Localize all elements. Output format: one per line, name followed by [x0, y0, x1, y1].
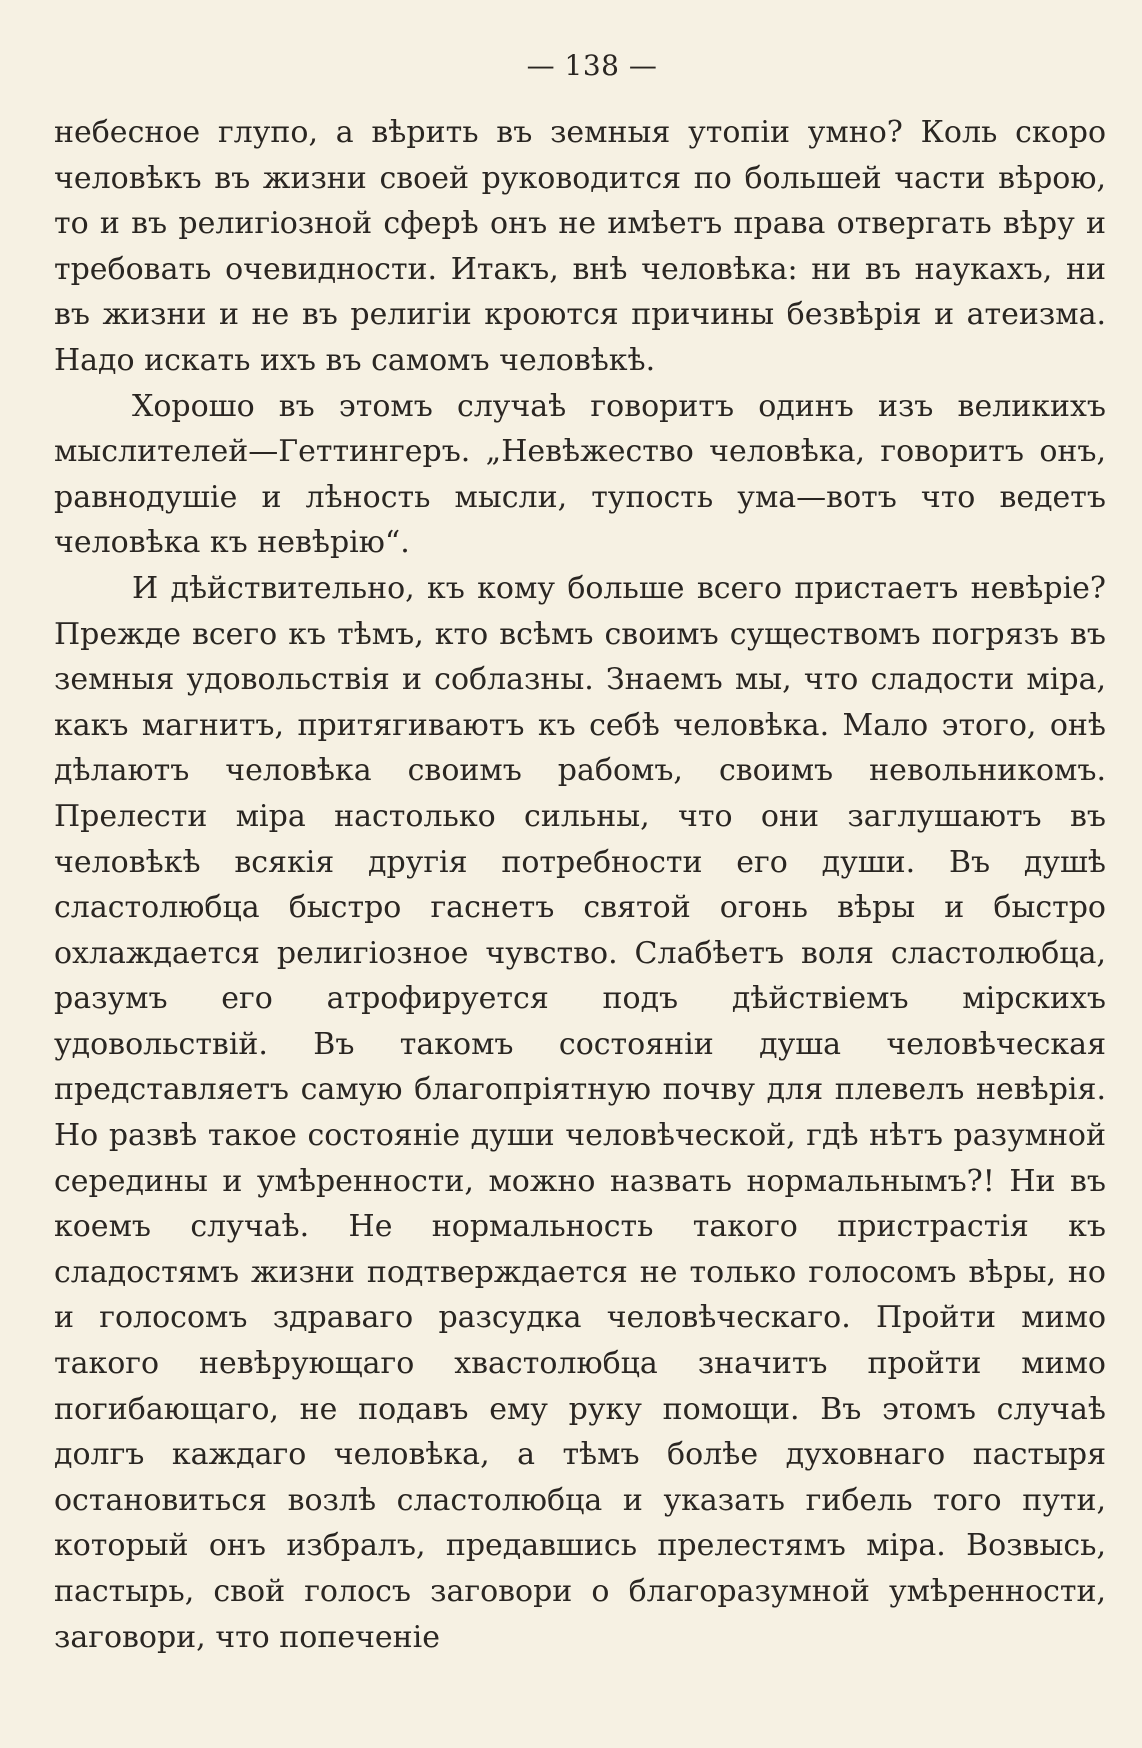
paragraph: небесное глупо, а вѣрить въ земныя утопіи умно? Коль скоро человѣкъ въ жизни своей руководится по большей части вѣрою, то и въ религіозной сферѣ онъ не имѣетъ права отвергать вѣру и требовать очевидности. Итакъ, внѣ человѣка: ни въ наукахъ, ни въ жизни и не въ религіи кроются причины безвѣрія и атеизма. Надо искать ихъ въ самомъ человѣкѣ. — [54, 115, 1106, 378]
page-number: — 138 — — [526, 49, 658, 82]
page-body — [54, 110, 1106, 1660]
paragraph: Хорошо въ этомъ случаѣ говоритъ одинъ изъ великихъ мыслителей—Геттингеръ. „Невѣжество человѣка, говоритъ онъ, равнодушіе и лѣность мысли, тупость ума—вотъ что ведетъ человѣка къ невѣрію“. — [54, 388, 1106, 561]
paragraph: И дѣйствительно, къ кому больше всего пристаетъ невѣріе? Прежде всего къ тѣмъ, кто всѣмъ своимъ существомъ погрязъ въ земныя удовольствія и соблазны. Знаемъ мы, что сладости міра, какъ магнитъ, притягиваютъ къ себѣ человѣка. Мало этого, онѣ дѣлаютъ человѣка своимъ рабомъ, своимъ невольникомъ. Прелести міра настолько сильны, что они заглушаютъ въ человѣкѣ всякія другія потребности его души. Въ душѣ сластолюбца быстро гаснетъ святой огонь вѣры и быстро охлаждается религіозное чувство. Слабѣетъ воля сластолюбца, разумъ его атрофируется подъ дѣйствіемъ мірскихъ удовольствій. Въ такомъ состояніи душа человѣческая представляетъ самую благопріятную почву для плевелъ невѣрія. Но развѣ такое состояніе души человѣческой, гдѣ нѣтъ разумной середины и умѣренности, можно назвать нормальнымъ?! Ни въ коемъ случаѣ. Не нормальность такого пристрастія къ сладостямъ жизни подтверждается не только голосомъ вѣры, но и голосомъ здраваго разсудка человѣческаго. Пройти мимо такого невѣрующаго хвастолюбца значитъ пройти мимо погибающаго, не подавъ ему руку помощи. Въ этомъ случаѣ долгъ каждаго человѣка, а тѣмъ болѣе духовнаго пастыря остановиться возлѣ сластолюбца и указать гибель того пути, который онъ избралъ, предавшись прелестямъ міра. Возвысь, пастырь, свой голосъ заговори о благоразумной умѣренности, заговори, что попеченіе — [54, 570, 1106, 1655]
